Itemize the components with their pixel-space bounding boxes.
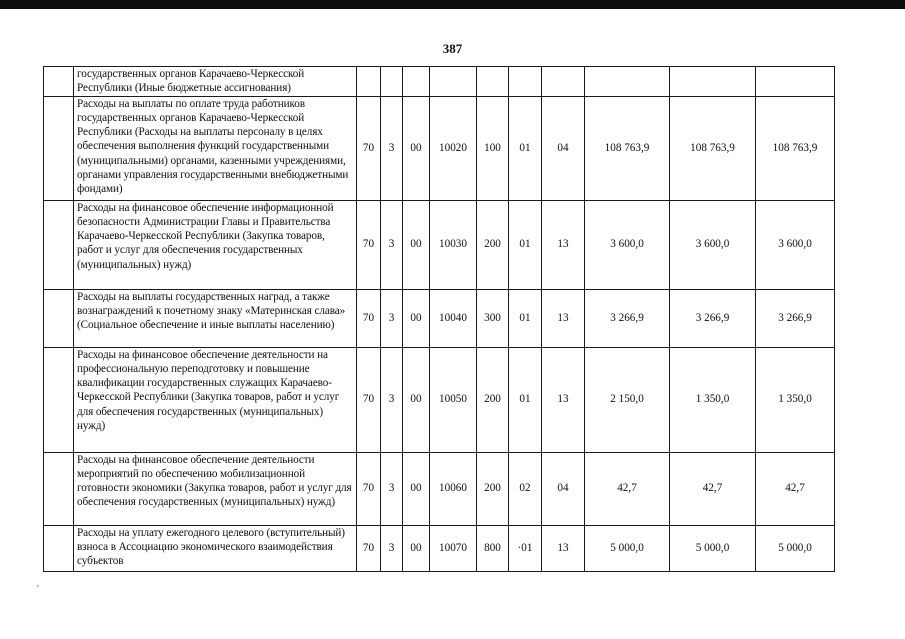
expense-type-cell: 200 — [477, 452, 509, 525]
subsection-cell: 13 — [542, 200, 585, 289]
amount-cell — [756, 67, 835, 97]
section-cell — [509, 67, 542, 97]
table-row — [44, 347, 835, 452]
code-cell: 70 — [357, 525, 381, 571]
code-cell — [357, 67, 381, 97]
amount-cell: 5 000,0 — [585, 525, 670, 571]
code-cell: 00 — [403, 289, 430, 347]
blank-cell — [44, 96, 74, 200]
expense-name: Расходы на финансовое обеспечение информационной безопасности Администрации Главы и Правительства Карачаево-Черкесской Республики (Закупка товаров, работ и услуг для обеспечения государственных (муниципальных) нужд) — [74, 200, 357, 289]
amount-cell: 1 350,0 — [670, 347, 756, 452]
subsection-cell: 13 — [542, 525, 585, 571]
section-cell: 01 — [509, 200, 542, 289]
subsection-cell: 04 — [542, 452, 585, 525]
amount-cell: 108 763,9 — [756, 96, 835, 200]
scan-top-border — [0, 0, 905, 9]
amount-cell: 3 266,9 — [756, 289, 835, 347]
expense-type-cell — [477, 67, 509, 97]
code-cell — [430, 67, 477, 97]
amount-cell: 42,7 — [670, 452, 756, 525]
subsection-cell: 13 — [542, 347, 585, 452]
code-cell — [381, 67, 403, 97]
code-cell: 3 — [381, 96, 403, 200]
code-cell: 70 — [357, 452, 381, 525]
table-row — [44, 67, 835, 97]
blank-cell — [44, 200, 74, 289]
section-cell: 01 — [509, 347, 542, 452]
amount-cell: 1 350,0 — [756, 347, 835, 452]
section-cell: 02 — [509, 452, 542, 525]
code-cell: 10020 — [430, 96, 477, 200]
expense-type-cell: 800 — [477, 525, 509, 571]
code-cell: 3 — [381, 525, 403, 571]
table-row — [44, 452, 835, 525]
code-cell: 00 — [403, 200, 430, 289]
scan-stray-mark: ' — [37, 584, 39, 595]
table-row — [44, 289, 835, 347]
code-cell: 3 — [381, 347, 403, 452]
page-number: 387 — [442, 41, 463, 56]
subsection-cell — [542, 67, 585, 97]
amount-cell: 3 600,0 — [585, 200, 670, 289]
expense-name: Расходы на финансовое обеспечение деятельности мероприятий по обеспечению мобилизационной готовности экономики (Закупка товаров, работ и услуг для обеспечения государственных (муниципальных) нужд) — [74, 452, 357, 525]
amount-cell: 3 266,9 — [585, 289, 670, 347]
blank-cell — [44, 452, 74, 525]
table-row — [44, 525, 835, 571]
expense-name: Расходы на выплаты по оплате труда работников государственных органов Карачаево-Черкесской Республики (Расходы на выплаты персоналу в целях обеспечения выполнения функций государственными (муниципальными) органами, казенными учреждениями, органами управления государственными внебюджетными фондами) — [74, 96, 357, 200]
subsection-cell: 04 — [542, 96, 585, 200]
blank-cell — [44, 525, 74, 571]
code-cell: 10070 — [430, 525, 477, 571]
amount-cell: 108 763,9 — [585, 96, 670, 200]
table-row — [44, 96, 835, 200]
code-cell: 10040 — [430, 289, 477, 347]
code-cell: 00 — [403, 525, 430, 571]
code-cell: 70 — [357, 200, 381, 289]
amount-cell: 3 600,0 — [756, 200, 835, 289]
code-cell: 10060 — [430, 452, 477, 525]
expense-name: государственных органов Карачаево-Черкесской Республики (Иные бюджетные ассигнования) — [74, 67, 357, 97]
code-cell: 10050 — [430, 347, 477, 452]
blank-cell — [44, 67, 74, 97]
section-cell: ·01 — [509, 525, 542, 571]
code-cell: 10030 — [430, 200, 477, 289]
amount-cell: 108 763,9 — [670, 96, 756, 200]
expense-type-cell: 300 — [477, 289, 509, 347]
blank-cell — [44, 289, 74, 347]
expense-type-cell: 100 — [477, 96, 509, 200]
section-cell: 01 — [509, 289, 542, 347]
code-cell: 00 — [403, 452, 430, 525]
amount-cell: 5 000,0 — [756, 525, 835, 571]
amount-cell: 42,7 — [756, 452, 835, 525]
code-cell: 00 — [403, 96, 430, 200]
amount-cell: 42,7 — [585, 452, 670, 525]
table-row — [44, 200, 835, 289]
subsection-cell: 13 — [542, 289, 585, 347]
expense-type-cell: 200 — [477, 347, 509, 452]
code-cell: 70 — [357, 96, 381, 200]
amount-cell: 5 000,0 — [670, 525, 756, 571]
budget-table — [43, 66, 835, 572]
expense-type-cell: 200 — [477, 200, 509, 289]
amount-cell: 3 266,9 — [670, 289, 756, 347]
expense-name: Расходы на уплату ежегодного целевого (вступительный) взноса в Ассоциацию экономического взаимодействия субъектов — [74, 525, 357, 571]
section-cell: 01 — [509, 96, 542, 200]
code-cell: 3 — [381, 452, 403, 525]
code-cell: 3 — [381, 289, 403, 347]
amount-cell — [670, 67, 756, 97]
blank-cell — [44, 347, 74, 452]
amount-cell — [585, 67, 670, 97]
code-cell: 70 — [357, 289, 381, 347]
code-cell: 00 — [403, 347, 430, 452]
expense-name: Расходы на финансовое обеспечение деятельности на профессиональную переподготовку и повышение квалификации государственных служащих Карачаево-Черкесской Республики (Закупка товаров, работ и услуг для обеспечения государственных (муниципальных) нужд) — [74, 347, 357, 452]
expense-name: Расходы на выплаты государственных наград, а также вознаграждений к почетному знаку «Материнская слава» (Социальное обеспечение и иные выплаты населению) — [74, 289, 357, 347]
code-cell — [403, 67, 430, 97]
code-cell: 3 — [381, 200, 403, 289]
code-cell: 70 — [357, 347, 381, 452]
amount-cell: 3 600,0 — [670, 200, 756, 289]
amount-cell: 2 150,0 — [585, 347, 670, 452]
